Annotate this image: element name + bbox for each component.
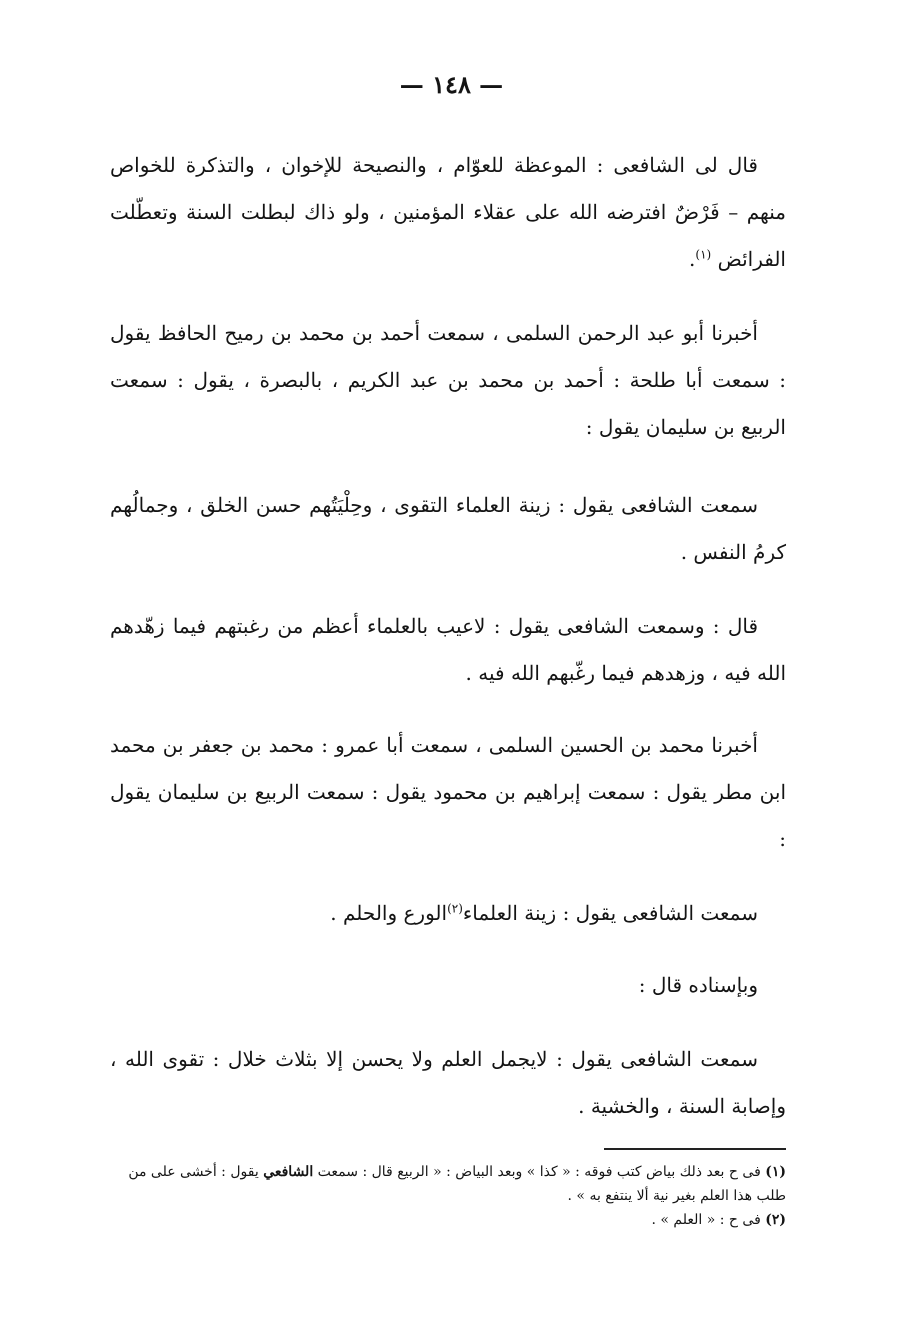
footnote-1 — [118, 1160, 786, 1208]
paragraph-2 — [110, 310, 786, 451]
paragraph-6-text-a: سمعت الشافعى يقول : زينة العلماء — [462, 901, 758, 925]
footnote-separator — [604, 1148, 786, 1150]
footnote-mark-1: (١) — [695, 247, 712, 262]
paragraph-6 — [110, 890, 786, 937]
paragraph-4-text: قال : وسمعت الشافعى يقول : لاعيب بالعلماء أعظم من رغبتهم فيما زهّدهم الله فيه ، وزهدهم فيما رغّبهم الله فيه . — [110, 614, 786, 685]
paragraph-3-text: سمعت الشافعى يقول : زينة العلماء التقوى ، وحِلْيَتُهم حسن الخلق ، وجمالُهم كرمُ النفس . — [110, 493, 786, 564]
footnote-2 — [118, 1208, 786, 1232]
paragraph-7 — [110, 962, 786, 1009]
footnote-1-bold: الشافعي — [263, 1164, 314, 1180]
paragraph-2-text: أخبرنا أبو عبد الرحمن السلمى ، سمعت أحمد بن محمد بن رميح الحافظ يقول : سمعت أبا طلحة : أحمد بن محمد بن عبد الكريم ، بالبصرة ، يقول : سمعت الربيع بن سليمان يقول : — [110, 321, 786, 439]
paragraph-3 — [110, 482, 786, 576]
paragraph-1-text: قال لى الشافعى : الموعظة للعوّام ، والنصيحة للإخوان ، والتذكرة للخواص منهم – فَرْضٌ افترضه الله على عقلاء المؤمنين ، ولو ذاك لبطلت السنة وتعطّلت الفرائض — [110, 153, 786, 271]
paragraph-8 — [110, 1036, 786, 1130]
paragraph-7-text: وبإسناده قال : — [638, 973, 758, 997]
footnote-1-text-b: يقول : أخشى على من طلب هذا العلم بغير نية ألا ينتفع به » . — [128, 1164, 786, 1204]
page-number: — ١٤٨ — — [399, 70, 504, 99]
footnote-1-text-a: فى ح بعد ذلك بياض كتب فوقه : « كذا » وبعد البياض : « الربيع قال : سمعت — [317, 1164, 761, 1180]
paragraph-6-text-b: الورع والحلم . — [330, 901, 448, 925]
paragraph-5 — [110, 722, 786, 863]
paragraph-5-text: أخبرنا محمد بن الحسين السلمى ، سمعت أبا عمرو : محمد بن جعفر بن محمد ابن مطر يقول : سمعت إبراهيم بن محمود يقول : سمعت الربيع بن سليمان يقول : — [110, 733, 787, 851]
paragraph-8-text: سمعت الشافعى يقول : لايجمل العلم ولا يحسن إلا بثلاث خلال : تقوى الله ، وإصابة السنة ، والخشية . — [110, 1047, 786, 1118]
footnote-1-number: (١) — [765, 1164, 786, 1180]
paragraph-1 — [110, 142, 786, 283]
footnote-2-text: فى ح : « العلم » . — [651, 1212, 761, 1228]
paragraph-1-end: . — [689, 247, 696, 271]
paragraph-4 — [110, 603, 786, 697]
footnote-mark-2: (٢) — [447, 901, 463, 916]
footnote-2-number: (٢) — [765, 1212, 786, 1228]
footnotes — [118, 1160, 786, 1232]
